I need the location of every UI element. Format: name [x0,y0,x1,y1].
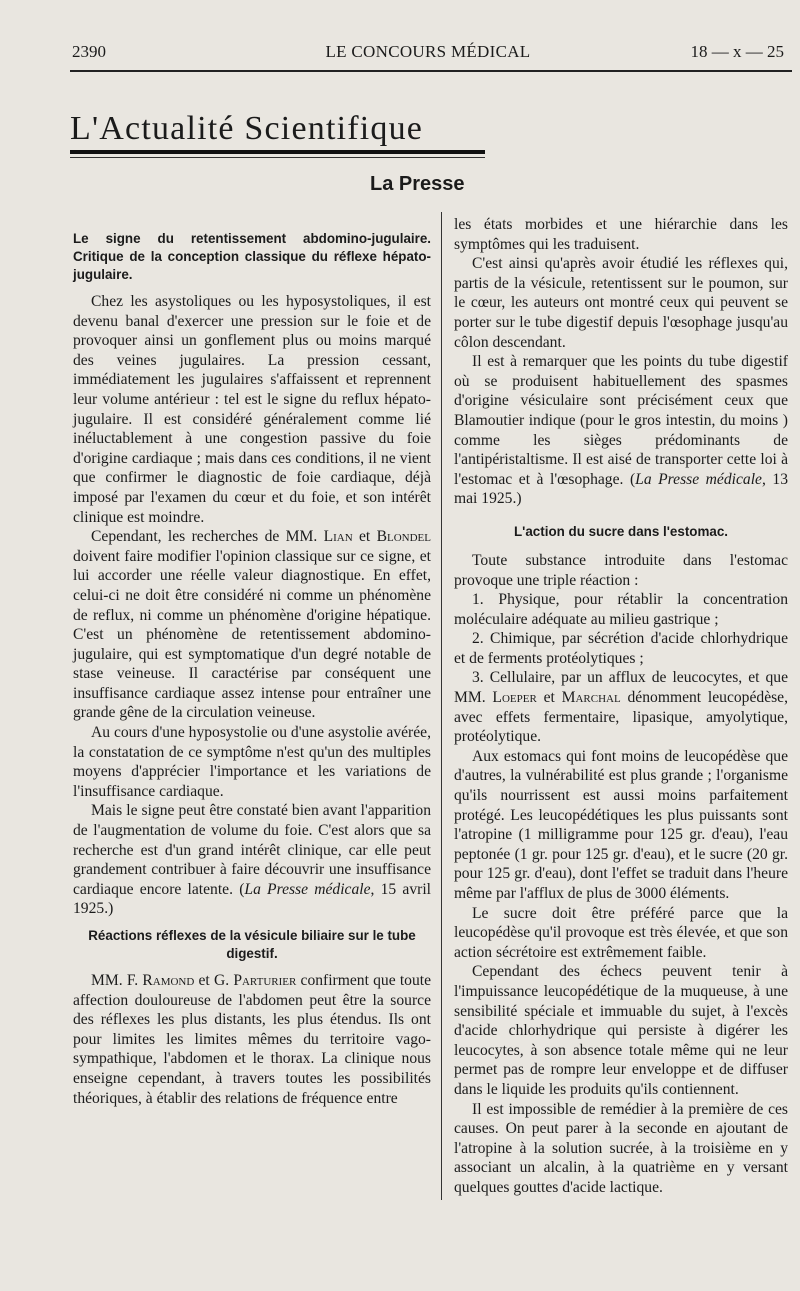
citation: La Presse médicale [635,470,762,488]
paragraph: Mais le signe peut être constaté bien avant l'apparition de l'augmentation de volume du foie. C'est alors que sa recherche est d'un grand intérêt clinique, car elle peut grandement contribuer à faire découvrir une insuffisance cardiaque encore latente. (La Presse médicale, 15 avril 1925.) [73,802,431,918]
article-heading-sucre: L'action du sucre dans l'estomac. [514,523,728,539]
author-name: Loeper [492,689,537,707]
paragraph: les états morbides et une hiérarchie dans les symptômes qui les traduisent. [454,216,788,253]
page-number: 2390 [72,42,106,61]
paragraph: 1. Physique, pour rétablir la concentration moléculaire adéquate au milieu gastrique ; [454,591,788,628]
author-name: Marchal [561,689,621,707]
section-title: L'Actualité Scientifique [70,110,424,147]
paragraph: Aux estomacs qui font moins de leucopédèse que d'autres, la vulnérabilité est plus grande ; l'organisme qu'ils nourrissent est aussi moins parfaitement protégé. Les leucopédétiques les plus puissants sont l'atropine (1 milligramme pour 125 gr. d'eau), l'eau peptonée (1 gr. pour 125 gr. d'eau), et le sucre (20 gr. pour 125 gr. d'eau), dont l'effet se traduit dans l'heure même par l'afflux de plus de 3000 éléments. [454,747,788,902]
paragraph: MM. F. Ramond et G. Parturier confirment que toute affection douloureuse de l'abdomen peut être la source des réflexes les plus distants, les plus étendus. Ils ont pour limites les limites mêmes du territoire vago-sympathique, l'abdomen et le thorax. La clinique nous enseigne cependant, à travers toutes les possibilités théoriques, à établir des relations de fréquence entre [73,972,432,1107]
paragraph: Il est impossible de remédier à la première de ces causes. On peut parer à la seconde en ajoutant de l'atropine à la solution sucrée, à la troisième en y associant un alcalin, à la quatrième en y versant quelques gouttes d'acide lactique. [454,1100,788,1196]
author-name: Lian [323,528,353,546]
paragraph: Le sucre doit être préféré parce que la leucopédèse qu'il provoque est très élevée, et que son action sécrétoire est extrêmement faible. [454,904,788,961]
paragraph: 2. Chimique, par sécrétion d'acide chlorhydrique et de ferments protéolytiques ; [454,630,788,667]
paragraph: 3. Cellulaire, par un afflux de leucocytes, et que MM. Loeper et Marchal dénomment leucopédèse, avec effets fermentaire, lipasique, amyolytique, protéolytique. [454,669,788,746]
paragraph: Chez les asystoliques ou les hyposystoliques, il est devenu banal d'exercer une pression sur le foie et de provoquer ainsi un gonflement plus ou moins marqué des veines jugulaires. La pression cessant, immédiatement les jugulaires s'affaissent et reprennent leur volume antérieur : tel est le signe du reflux hépato-jugulaire. Il est considéré généralement comme lié inéluctablement à une congestion passive du foie d'origine cardiaque ; mais dans ces conditions, il ne vient que confirmer le diagnostic de foie cardiaque, déjà imposé par l'examen du cœur et du foie, et son intérêt clinique est moindre. [73,293,431,526]
section-rule-thick [70,150,485,154]
paragraph: Il est à remarquer que les points du tube digestif où se produisent habituellement des spasmes d'origine vésiculaire sont précisément ceux que Blamoutier indique (pour le gros intestin, du moins ) comme les sièges prédominants de l'antipéristaltisme. Il est aisé de transporter cette loi à l'estomac et à l'œsophage. (La Presse médicale, 13 mai 1925.) [454,353,788,508]
right-column [454,215,788,1198]
article-heading-vesicule: Réactions réflexes de la vésicule biliaire sur le tube digestif. [88,928,416,961]
article-heading-abdomino-jugulaire: Le signe du retentissement abdomino-jugulaire. Critique de la conception classique du réflexe hépato-jugulaire. [73,231,431,282]
paragraph: Cependant des échecs peuvent tenir à l'impuissance leucopédétique de la muqueuse, à une sensibilité spéciale et immuable du sujet, à l'excès d'acide chlorhydrique qui persiste à digérer les leucocytes, à son absence totale même qui ne leur permet pas de rompre leur enveloppe et de diffuser dans le liquide les produits qu'ils contiennent. [454,963,788,1098]
paragraph: Au cours d'une hyposystolie ou d'une asystolie avérée, la constatation de ce symptôme n'est qu'un des multiples moyens d'apprécier l'importance et les variations de l'insuffisance cardiaque. [73,724,431,800]
header-rule [70,70,792,72]
section-rule-thin [70,157,485,158]
left-column [73,230,431,1108]
subsection-title: La Presse [370,173,465,195]
paragraph: Toute substance introduite dans l'estomac provoque une triple réaction : [454,551,788,589]
journal-title: LE CONCOURS MÉDICAL [325,42,531,61]
citation: La Presse médicale [244,880,371,898]
issue-date: 18 — x — 25 [690,42,784,61]
author-name: Ramond [142,972,195,989]
author-name: Blondel [376,528,431,546]
paragraph: C'est ainsi qu'après avoir étudié les réflexes qui, partis de la vésicule, retentissent sur le poumon, sur le cœur, les auteurs ont montré ceux qui peuvent se porter sur le tube digestif depuis l'œsophage jusqu'au côlon descendant. [454,255,788,351]
running-header [72,42,784,66]
column-divider [441,212,442,1200]
author-name: Parturier [233,972,297,989]
paragraph: Cependant, les recherches de MM. Lian et Blondel doivent faire modifier l'opinion classique sur ce signe, et lui accorder une réelle valeur diagnostique. En effet, celui-ci ne doit être considéré ni comme un phénomène de reflux, ni comme un phénomène d'origine hépatique. C'est un phénomène de retentissement abdomino-jugulaire, qui est symptomatique d'un degré notable de stase veineuse. Il caractérise par conséquent une insuffisance cardiaque assez intense pour entraîner une grande gêne de la circulation veineuse. [73,528,431,722]
